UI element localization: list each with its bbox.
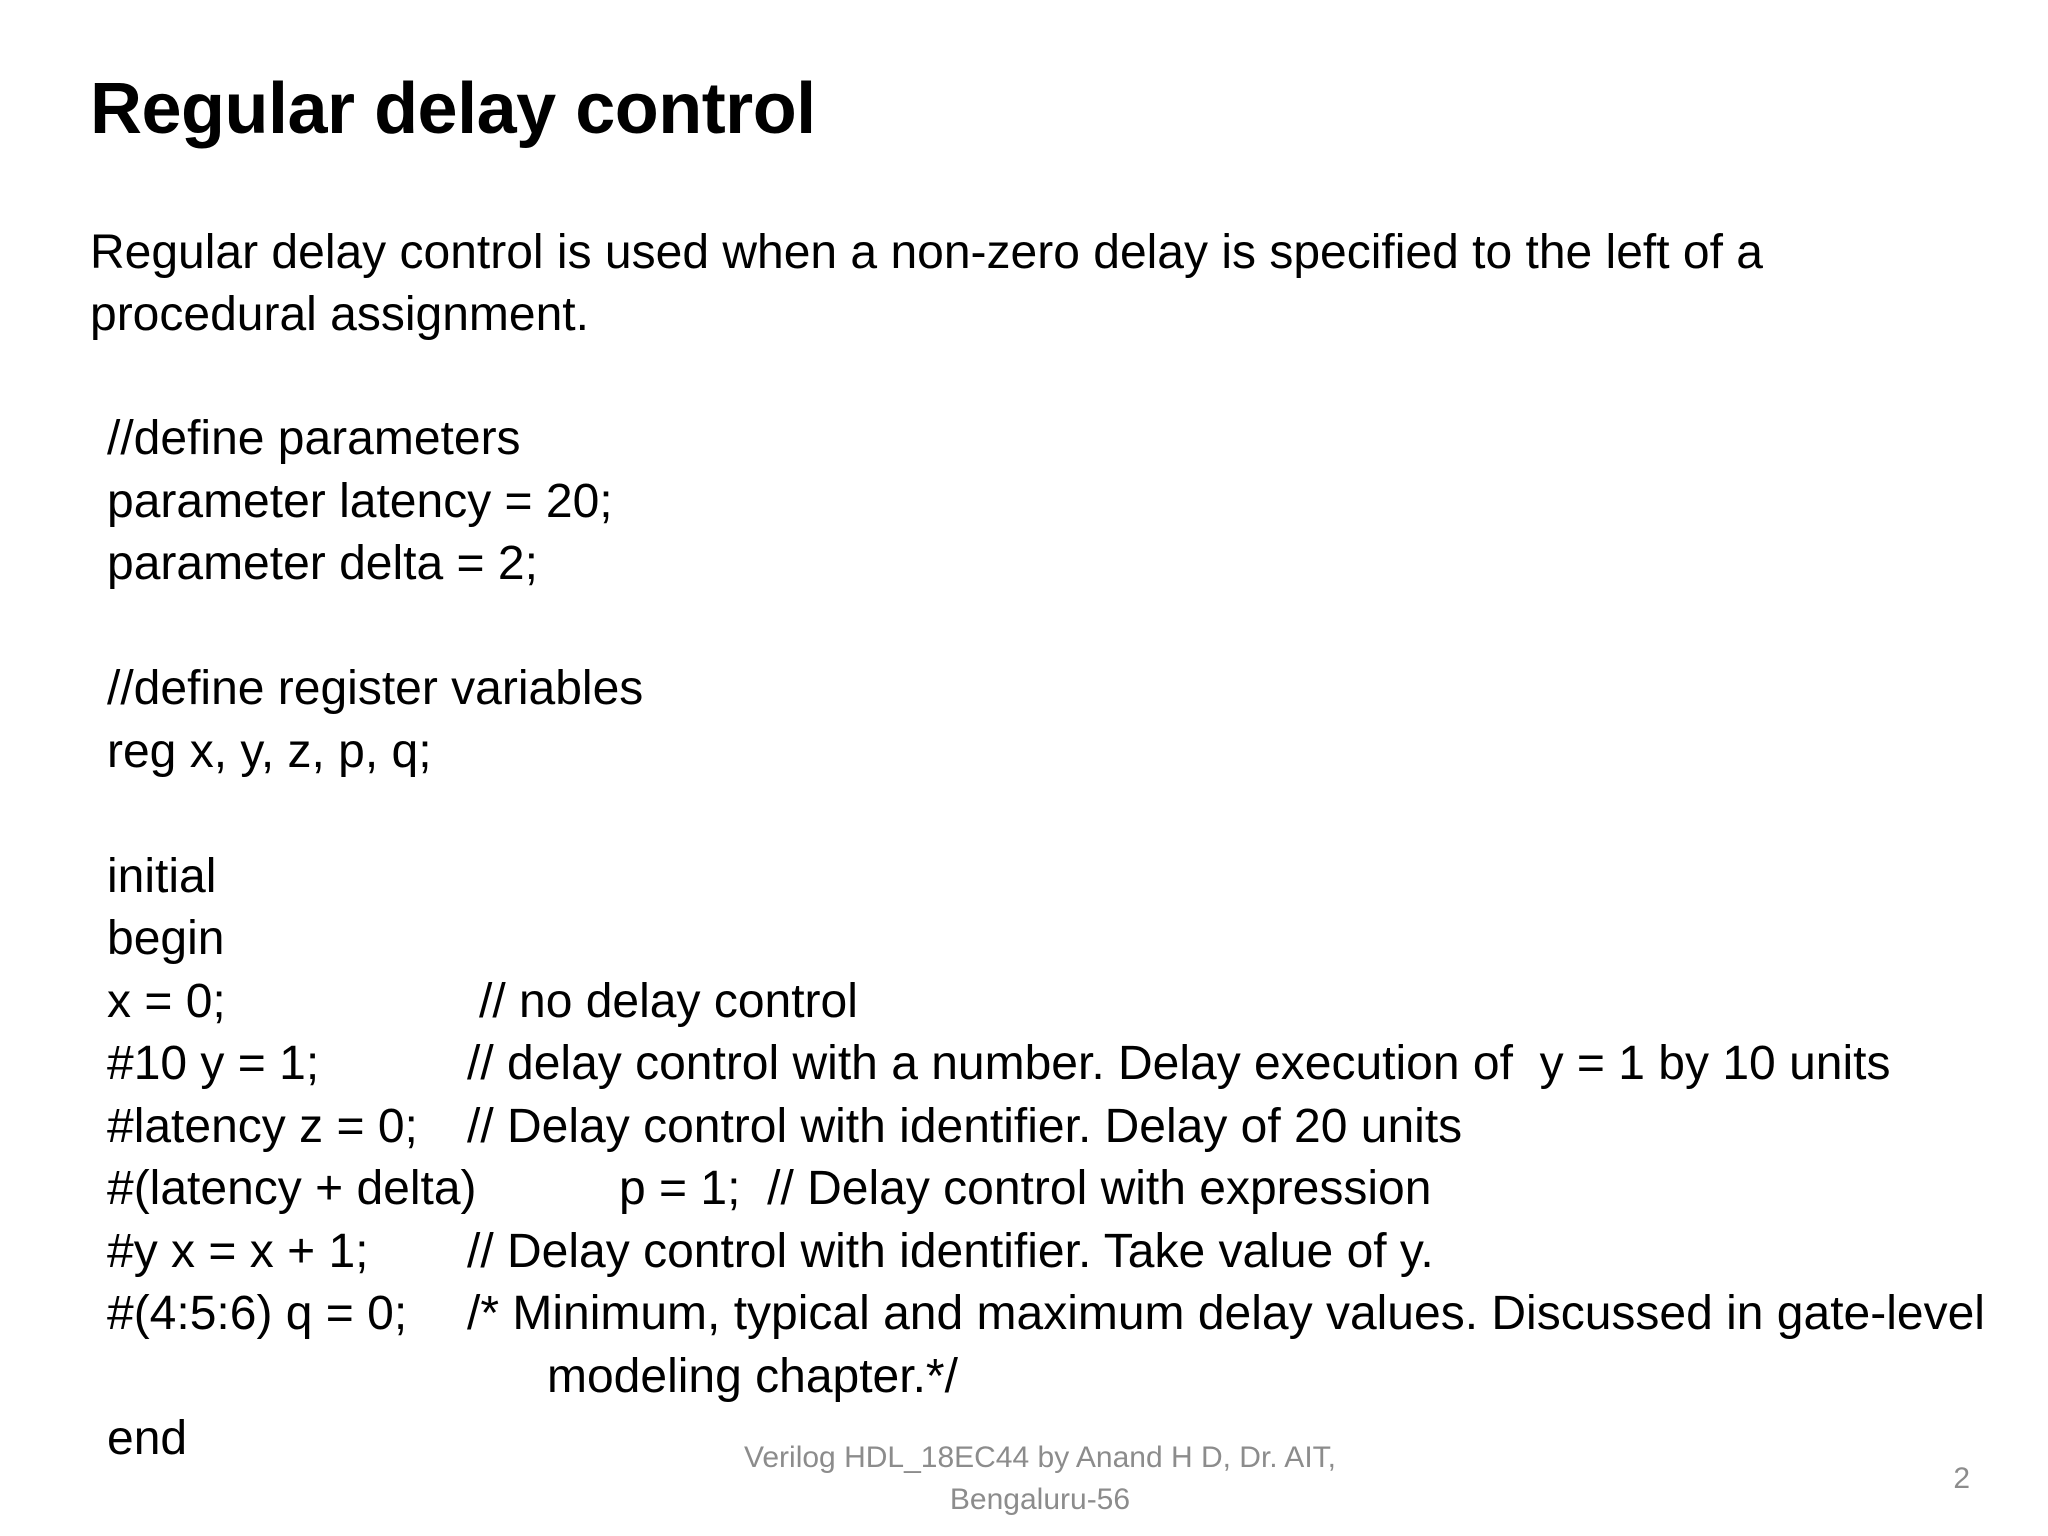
code-statement: #y x = x + 1; xyxy=(107,1224,369,1278)
code-line xyxy=(107,1221,1434,1284)
code-keyword: end xyxy=(107,1412,188,1465)
code-statement: reg x, y, z, p, q; xyxy=(107,724,432,778)
code-line xyxy=(107,1033,1891,1096)
code-line xyxy=(107,1158,1432,1221)
code-comment: modeling chapter.*/ xyxy=(547,1349,958,1403)
code-statement: #(latency + delta) xyxy=(107,1162,477,1215)
intro-paragraph: Regular delay control is used when a non-zero delay is specified to the left of a procedural assignment. xyxy=(90,226,1763,341)
page-number: 2 xyxy=(1953,1462,1970,1495)
code-comment: p = 1; // Delay control with expression xyxy=(619,1162,1432,1215)
code-comment: // Delay control with identifier. Take value of y. xyxy=(467,1224,1434,1278)
code-statement: parameter latency = 20; xyxy=(107,474,613,528)
code-comment: //define register variables xyxy=(107,662,644,715)
code-comment: // no delay control xyxy=(479,974,858,1028)
code-line xyxy=(107,471,613,534)
slide-title: Regular delay control xyxy=(90,69,816,149)
code-line xyxy=(107,408,521,471)
code-comment: // Delay control with identifier. Delay of 20 units xyxy=(467,1099,1463,1153)
code-line xyxy=(107,1346,958,1409)
code-keyword: begin xyxy=(107,912,225,965)
code-line xyxy=(107,1283,1985,1346)
code-line xyxy=(107,533,538,596)
code-blank-line xyxy=(107,596,160,659)
code-statement: #10 y = 1; xyxy=(107,1037,320,1090)
code-line xyxy=(107,1096,1463,1159)
code-line xyxy=(107,721,432,784)
code-line xyxy=(107,846,217,909)
code-comment: // delay control with a number. Delay execution of y = 1 by 10 units xyxy=(467,1037,1891,1090)
footer-line: Bengaluru-56 xyxy=(949,1483,1131,1516)
code-statement: x = 0; xyxy=(107,974,226,1028)
code-comment: //define parameters xyxy=(107,412,521,465)
code-comment: /* Minimum, typical and maximum delay values. Discussed in gate-level xyxy=(467,1287,1985,1340)
code-line xyxy=(107,908,225,971)
code-statement: parameter delta = 2; xyxy=(107,537,538,590)
code-keyword: initial xyxy=(107,849,217,903)
slide-footer xyxy=(740,1437,1340,1521)
code-line xyxy=(107,971,858,1034)
code-line xyxy=(107,1408,188,1471)
footer-line: Verilog HDL_18EC44 by Anand H D, Dr. AIT, xyxy=(744,1441,1336,1474)
code-statement: #(4:5:6) q = 0; xyxy=(107,1287,408,1340)
code-blank-line xyxy=(107,783,160,846)
code-statement: #latency z = 0; xyxy=(107,1099,418,1153)
code-line xyxy=(107,658,644,721)
